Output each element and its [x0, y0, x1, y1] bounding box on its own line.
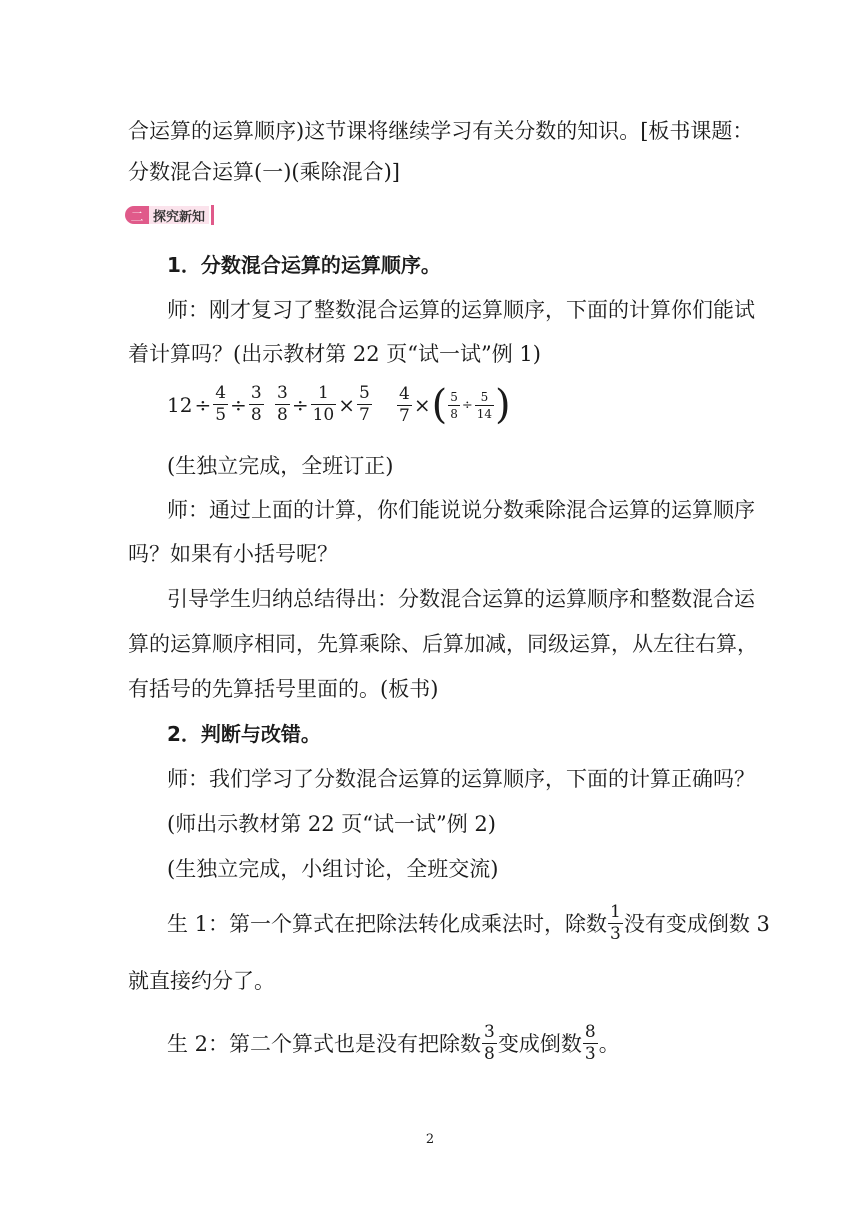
multiply-sign: × [413, 393, 431, 417]
paragraph-line: 生 2：第二个算式也是没有把除数 $\frac{3}{8}$ 变成倒数 $\frac{8}{3}$ 。 [167, 1022, 620, 1064]
section-badge-number: 二 [125, 206, 149, 224]
section-badge-label: 探究新知 [149, 206, 209, 224]
fraction: $\frac{5}{8}$ [450, 389, 458, 421]
fraction: $\frac{3}{8}$ [250, 383, 262, 425]
paragraph-line: 师：我们学习了分数混合运算的运算顺序，下面的计算正确吗？ [167, 767, 755, 791]
paragraph-line: 有括号的先算括号里面的。(板书) [128, 677, 439, 701]
heading-2: 2．判断与改错。 [167, 722, 321, 746]
page-number: 2 [425, 1132, 435, 1147]
divide-sign: ÷ [291, 392, 309, 417]
expression-1 [166, 385, 265, 424]
paragraph-line: 引导学生归纳总结得出：分数混合运算的运算顺序和整数混合运 [167, 587, 755, 611]
heading-1: 1．分数混合运算的运算顺序。 [167, 253, 441, 277]
paragraph-line: 着计算吗？(出示教材第 22 页“试一试”例 1) [128, 342, 541, 366]
paragraph-line: 就直接约分了。 [128, 969, 275, 993]
fraction: $\frac{8}{3}$ [584, 1022, 596, 1064]
paragraph-line: 师：通过上面的计算，你们能说说分数乘除混合运算的运算顺序 [167, 498, 755, 522]
section-badge [125, 204, 214, 226]
expression-2 [274, 385, 373, 424]
multiply-sign: × [338, 392, 355, 417]
fraction: $\frac{4}{5}$ [215, 383, 227, 425]
paragraph-line: 生 1：第一个算式在把除法转化成乘法时，除数 $\frac{1}{3}$ 没有变成倒数 3 [167, 902, 770, 944]
fraction: $\frac{1}{10}$ [312, 383, 335, 425]
right-paren: ) [495, 382, 511, 428]
fraction: $\frac{5}{14}$ [476, 389, 493, 421]
fraction: $\frac{4}{7}$ [399, 383, 410, 426]
fraction: $\frac{3}{8}$ [277, 383, 288, 425]
paragraph-line: 吗？如果有小括号呢？ [128, 542, 338, 566]
fraction: $\frac{3}{8}$ [484, 1022, 495, 1064]
paragraph-line: 分数混合运算(一)(乘除混合)] [128, 160, 400, 184]
expr-number: 12 [167, 392, 193, 417]
paragraph-line: 算的运算顺序相同，先算乘除、后算加减，同级运算，从左往右算， [128, 632, 758, 656]
paragraph-line: 师：刚才复习了整数混合运算的运算顺序，下面的计算你们能试 [167, 298, 755, 322]
divide-sign: ÷ [194, 392, 212, 417]
paragraph-line: (师出示教材第 22 页“试一试”例 2) [167, 812, 496, 836]
divide-sign: ÷ [461, 397, 473, 413]
expression-3 [396, 382, 511, 428]
section-badge-bar [211, 205, 214, 225]
paragraph-line: (生独立完成，小组讨论，全班交流) [167, 857, 499, 881]
paragraph-line: (生独立完成，全班订正) [167, 454, 394, 478]
left-paren: ( [431, 382, 448, 428]
divide-sign: ÷ [230, 392, 247, 417]
paragraph-line: 合运算的运算顺序)这节课将继续学习有关分数的知识。[板书课题： [128, 119, 754, 143]
fraction: $\frac{1}{3}$ [610, 902, 621, 944]
fraction: $\frac{5}{7}$ [359, 383, 370, 425]
